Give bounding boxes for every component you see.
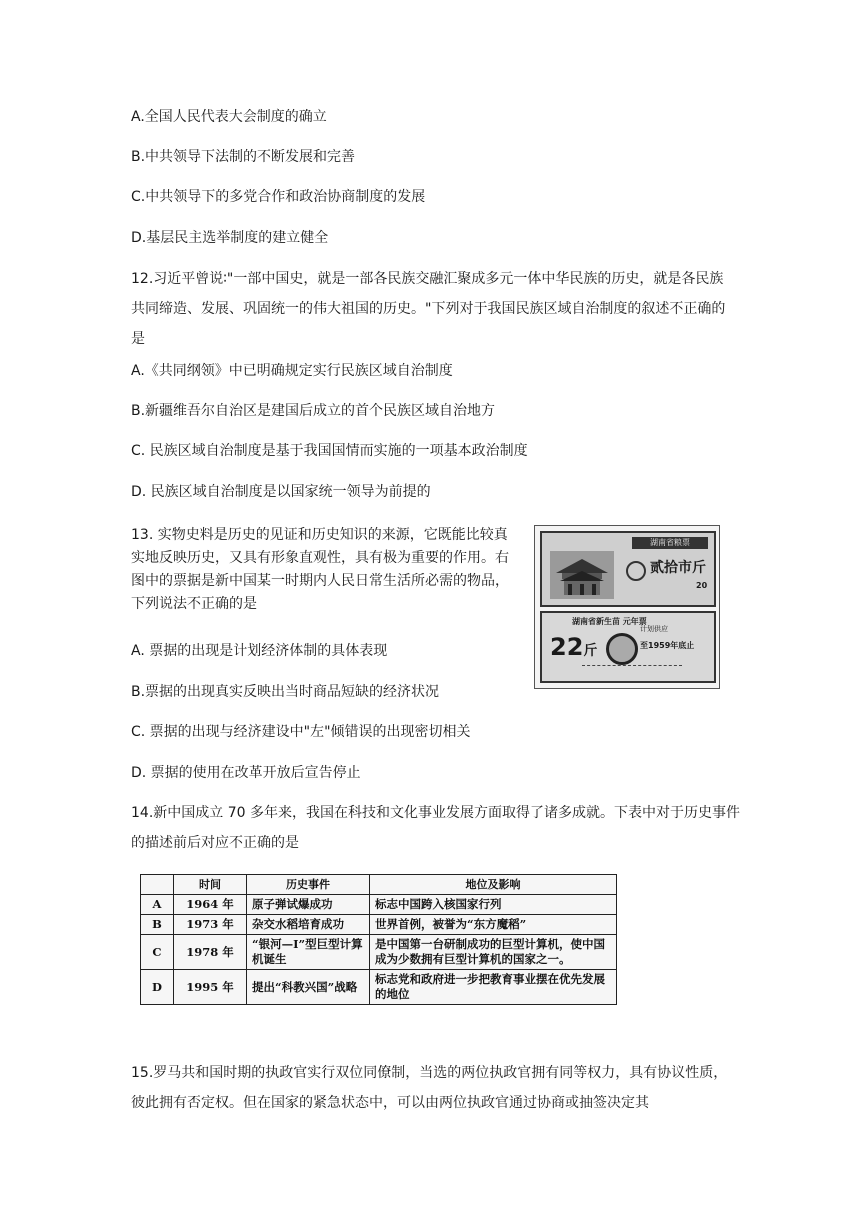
question-12-stem: 12.习近平曾说∶"一部中国史，就是一部各民族交融汇聚成多元一体中华民族的历史，就是各民族共同缔造、发展、巩固统一的伟大祖国的历史。"下列对于我国民族区域自治制度的叙述不正确的是 [131, 271, 726, 347]
ticket2-date: 至1959年底止 [640, 641, 695, 650]
row-impact: 标志中国跨入核国家行列 [370, 895, 617, 915]
header-event: 历史事件 [247, 875, 370, 895]
option-b-legal: B.中共领导下法制的不断发展和完善 [131, 149, 356, 165]
ticket2-number: 22 [550, 633, 584, 661]
row-label: B [141, 915, 174, 935]
ticket2-unit: 斤 [583, 643, 598, 659]
row-label: C [141, 935, 174, 970]
ticket1-head: 湖南省粮票 [632, 537, 708, 549]
table-row [141, 970, 617, 1005]
pavilion-icon [550, 551, 614, 599]
header-time: 时间 [174, 875, 247, 895]
row-event: “银河—Ⅰ”型巨型计算机诞生 [247, 935, 370, 970]
history-events-table [140, 874, 617, 1005]
row-time: 1964 年 [174, 895, 247, 915]
q12-option-c: C. 民族区域自治制度是基于我国国情而实施的一项基本政治制度 [131, 443, 528, 459]
q13-option-a: A. 票据的出现是计划经济体制的具体表现 [131, 643, 388, 659]
ticket1-amount: 贰拾市斤 [650, 560, 706, 576]
row-time: 1973 年 [174, 915, 247, 935]
row-label: A [141, 895, 174, 915]
q12-option-a: A.《共同纲领》中已明确规定实行民族区域自治制度 [131, 363, 453, 379]
table-row [141, 915, 617, 935]
option-c-multiparty: C.中共领导下的多党合作和政治协商制度的发展 [131, 189, 426, 205]
row-event: 原子弹试爆成功 [247, 895, 370, 915]
question-14-stem: 14.新中国成立 70 多年来，我国在科技和文化事业发展方面取得了诸多成就。下表中对于历史事件的描述前后对应不正确的是 [131, 805, 740, 851]
option-d-grassroots: D.基层民主选举制度的建立健全 [131, 230, 329, 246]
table-header-row [141, 875, 617, 895]
ticket-seal-icon [626, 561, 646, 581]
q12-option-b: B.新疆维吾尔自治区是建国后成立的首个民族区域自治地方 [131, 403, 496, 419]
option-a-npc: A.全国人民代表大会制度的确立 [131, 109, 327, 125]
ticket1-serial: 20 [696, 581, 708, 590]
row-label: D [141, 970, 174, 1005]
row-event: 提出“科教兴国”战略 [247, 970, 370, 1005]
table-row [141, 895, 617, 915]
row-time: 1995 年 [174, 970, 247, 1005]
row-impact: 标志党和政府进一步把教育事业摆在优先发展的地位 [370, 970, 617, 1005]
ration-ticket-image [534, 525, 720, 689]
q13-option-d: D. 票据的使用在改革开放后宣告停止 [131, 765, 361, 781]
grain-ticket-top [540, 531, 716, 607]
question-15-stem: 15.罗马共和国时期的执政官实行双位同僚制，当选的两位执政官拥有同等权力，具有协议性质，彼此拥有否定权。但在国家的紧急状态中，可以由两位执政官通过协商或抽签决定其 [131, 1065, 728, 1111]
q12-option-d: D. 民族区域自治制度是以国家统一领导为前提的 [131, 484, 431, 500]
row-impact: 世界首例，被誉为“东方魔稻” [370, 915, 617, 935]
question-13-stem: 13. 实物史料是历史的见证和历史知识的来源，它既能比较真实地反映历史，又具有形象直观性，具有极为重要的作用。右图中的票据是新中国某一时期内人民日常生活所必需的物品，下列说法不正确的是 [131, 527, 509, 612]
row-event: 杂交水稻培育成功 [247, 915, 370, 935]
ticket2-head: 湖南省新生苗 元年票 [572, 617, 647, 626]
row-time: 1978 年 [174, 935, 247, 970]
header-label [141, 875, 174, 895]
ticket2-divider [582, 665, 682, 670]
grain-ticket-bottom [540, 611, 716, 683]
q13-option-c: C. 票据的出现与经济建设中"左"倾错误的出现密切相关 [131, 724, 471, 740]
ticket2-seal-icon [606, 633, 638, 665]
table-row [141, 935, 617, 970]
ticket2-note: 计划供应 [640, 625, 668, 633]
q13-option-b: B.票据的出现真实反映出当时商品短缺的经济状况 [131, 684, 440, 700]
ticket2-amount [550, 633, 597, 665]
header-impact: 地位及影响 [370, 875, 617, 895]
row-impact: 是中国第一台研制成功的巨型计算机，使中国成为少数拥有巨型计算机的国家之一。 [370, 935, 617, 970]
